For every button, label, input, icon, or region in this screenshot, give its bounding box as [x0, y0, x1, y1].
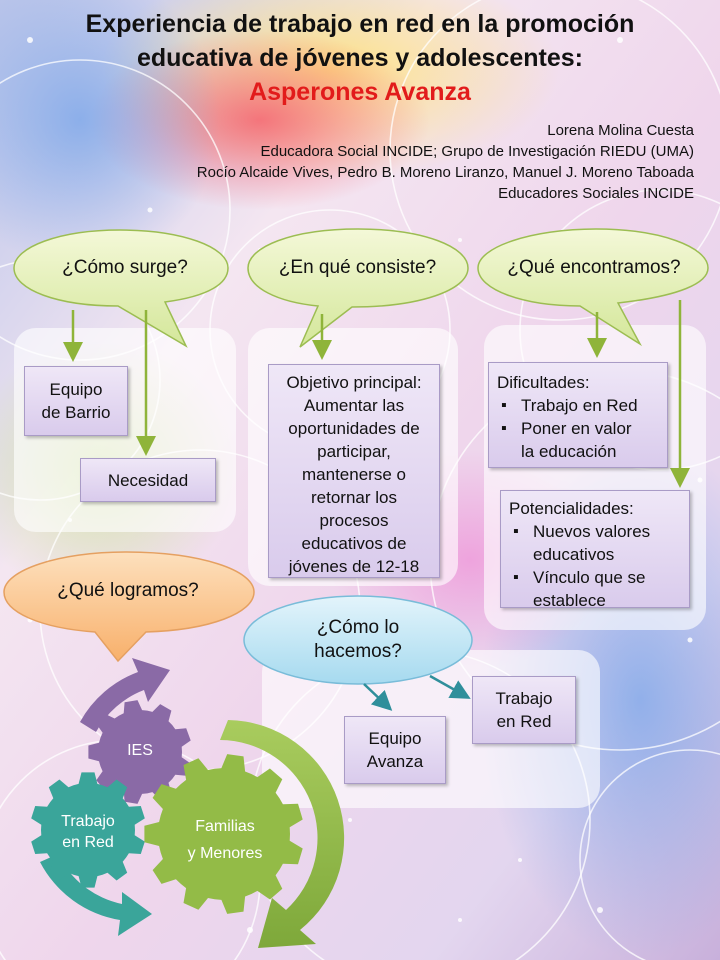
- box-equipo-de-barrio-line-1: Equipo: [49, 380, 103, 399]
- bubble-label-que-logramos: ¿Qué logramos?: [57, 580, 199, 601]
- author-line-4: Educadores Sociales INCIDE: [498, 185, 694, 202]
- potencialidades-item-1-line-2: educativos: [533, 545, 615, 564]
- bubble-label-como-surge: ¿Cómo surge?: [62, 257, 188, 278]
- box-trabajo-en-red-line-1: Trabajo: [495, 689, 553, 708]
- gear-label-ies: IES: [127, 742, 153, 759]
- dificultades-item-1-text: Trabajo en Red: [521, 396, 638, 415]
- author-line-2: Educadora Social INCIDE; Grupo de Investigación RIEDU (UMA): [260, 143, 694, 160]
- author-line-3: Rocío Alcaide Vives, Pedro B. Moreno Liranzo, Manuel J. Moreno Taboada: [196, 164, 694, 181]
- box-equipo-de-barrio-line-2: de Barrio: [41, 403, 111, 422]
- objetivo-line-4: participar,: [317, 442, 391, 461]
- objetivo-line-8: educativos de: [301, 534, 407, 553]
- author-line-1: Lorena Molina Cuesta: [547, 122, 694, 139]
- title-line-3: Asperones Avanza: [249, 78, 471, 106]
- gear-label-familias-1: Familias: [195, 818, 255, 835]
- bubble-label-como-lo-hacemos-2: hacemos?: [314, 641, 402, 662]
- bubble-label-en-que-consiste: ¿En qué consiste?: [278, 257, 437, 278]
- title-line-2: educativa de jóvenes y adolescentes:: [136, 44, 584, 72]
- potencialidades-title: Potencialidades:: [509, 499, 634, 518]
- objetivo-line-1: Objetivo principal:: [286, 373, 422, 392]
- dificultades-item-2-line-1: Poner en valor: [521, 419, 632, 438]
- box-equipo-avanza-line-1: Equipo: [368, 729, 422, 748]
- title-line-1: Experiencia de trabajo en red en la promoción: [85, 10, 635, 38]
- dificultades-title: Dificultades:: [497, 373, 590, 392]
- bubble-label-que-encontramos: ¿Qué encontramos?: [507, 257, 681, 278]
- potencialidades-item-1-line-1: Nuevos valores: [533, 522, 651, 541]
- objetivo-line-5: mantenerse o: [302, 465, 406, 484]
- objetivo-line-6: retornar los: [311, 488, 397, 507]
- bubble-label-como-lo-hacemos-1: ¿Cómo lo: [316, 617, 400, 638]
- potencialidades-item-2-line-1: Vínculo que se: [533, 568, 646, 587]
- box-trabajo-en-red-line-2: en Red: [496, 712, 552, 731]
- objetivo-line-3: oportunidades de: [288, 419, 420, 438]
- potencialidades-item-2-line-2: establece: [533, 591, 606, 610]
- dificultades-item-2-line-2: la educación: [521, 442, 617, 461]
- gear-label-familias-2: y Menores: [187, 845, 263, 862]
- gear-label-trabajo-1: Trabajo: [61, 813, 115, 830]
- box-equipo-avanza-line-2: Avanza: [366, 752, 424, 771]
- box-necesidad-label: Necesidad: [107, 470, 189, 490]
- objetivo-line-9: jóvenes de 12-18: [288, 557, 420, 576]
- objetivo-line-2: Aumentar las: [303, 396, 405, 415]
- gear-label-trabajo-2: en Red: [62, 834, 114, 851]
- objetivo-line-7: procesos: [319, 511, 389, 530]
